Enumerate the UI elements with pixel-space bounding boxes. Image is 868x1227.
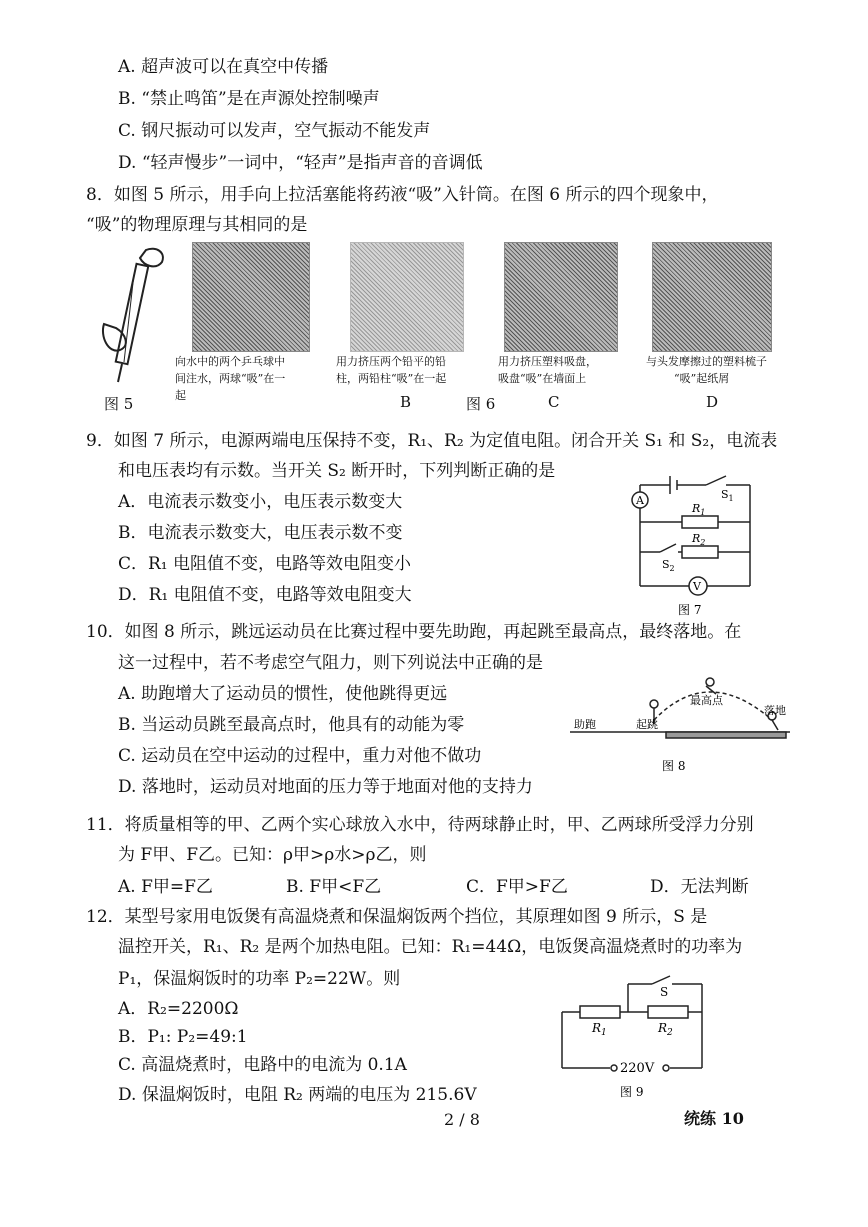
q10-option-d: D. 落地时，运动员对地面的压力等于地面对他的支持力 bbox=[118, 777, 533, 797]
q9-stem-line2: 和电压表均有示数。当开关 S₂ 断开时，下列判断正确的是 bbox=[118, 461, 556, 481]
q8-stem-line1: 8．如图 5 所示，用手向上拉活塞能将药液“吸”入针筒。在图 6 所示的四个现象中， bbox=[86, 185, 719, 205]
q9-option-a: A．电流表示数变小，电压表示数变大 bbox=[118, 492, 403, 512]
figure-5-syringe bbox=[96, 244, 178, 384]
q11-stem-line1: 11．将质量相等的甲、乙两个实心球放入水中，待两球静止时，甲、乙两球所受浮力分别 bbox=[86, 815, 754, 835]
figure-6a-caption-line2: 间注水，两球“吸”在一 bbox=[175, 372, 286, 385]
switch-s1-subscript: 1 bbox=[728, 494, 734, 503]
figure-6d-caption-line2: “吸”起纸屑 bbox=[674, 372, 730, 385]
q10-option-c: C. 运动员在空中运动的过程中，重力对他不做功 bbox=[118, 746, 482, 766]
figure-6d-image bbox=[652, 242, 772, 352]
figure-9-label: 图 9 bbox=[620, 1085, 644, 1099]
figure-8-long-jump bbox=[566, 670, 798, 780]
figure-9-r1-label: R bbox=[592, 1021, 602, 1035]
figure-6a-caption-line3: 起 bbox=[175, 389, 186, 402]
svg-text:R1 bbox=[591, 1021, 607, 1038]
resistor-r1-subscript: 1 bbox=[700, 508, 706, 517]
q12-option-c: C. 高温烧煮时，电路中的电流为 0.1A bbox=[118, 1055, 407, 1075]
resistor-r1-label: R bbox=[692, 502, 701, 515]
figure-9-r2-label: R bbox=[658, 1021, 668, 1035]
svg-text:R2 bbox=[691, 532, 705, 547]
figure-6a-image bbox=[192, 242, 310, 352]
exam-tag: 统练 10 bbox=[684, 1109, 744, 1128]
figure-7-circuit bbox=[622, 460, 762, 620]
figure-8-label: 图 8 bbox=[662, 759, 686, 773]
voltmeter-label: V bbox=[693, 580, 701, 593]
q10-option-a: A. 助跑增大了运动员的惯性，使他跳得更远 bbox=[118, 684, 448, 704]
q11-option-b: B. F甲<F乙 bbox=[286, 877, 382, 897]
figure-5-label: 图 5 bbox=[104, 395, 134, 413]
svg-text:S1 bbox=[721, 488, 734, 503]
switch-s1-label: S bbox=[721, 488, 729, 501]
figure-8-run-label: 助跑 bbox=[574, 718, 596, 731]
svg-text:R1 bbox=[691, 502, 705, 517]
svg-text:S2 bbox=[662, 558, 675, 573]
figure-6b-caption-line2: 柱，两铅柱“吸”在一起 bbox=[336, 372, 447, 385]
figure-6c-caption-line2: 吸盘“吸”在墙面上 bbox=[498, 372, 587, 385]
q9-option-b: B．电流表示数变大，电压表示数不变 bbox=[118, 523, 403, 543]
q11-option-a: A. F甲=F乙 bbox=[118, 877, 213, 897]
q10-stem-line2: 这一过程中，若不考虑空气阻力，则下列说法中正确的是 bbox=[118, 653, 543, 673]
figure-8-top-label: 最高点 bbox=[690, 694, 723, 707]
q8-stem-line2: “吸”的物理原理与其相同的是 bbox=[86, 215, 308, 235]
q9-option-d: D．R₁ 电阻值不变，电路等效电阻变大 bbox=[118, 585, 412, 605]
ammeter-label: A bbox=[636, 494, 644, 507]
figure-8-land-label: 落地 bbox=[764, 704, 786, 717]
q12-option-a: A．R₂=2200Ω bbox=[118, 999, 239, 1019]
q7-option-a: A. 超声波可以在真空中传播 bbox=[118, 57, 329, 77]
q12-stem-line3: P₁，保温焖饭时的功率 P₂=22W。则 bbox=[118, 969, 401, 989]
figure-6c-image bbox=[504, 242, 618, 352]
q11-option-c: C．F甲>F乙 bbox=[466, 877, 568, 897]
figure-6c-caption-line1: 用力挤压塑料吸盘， bbox=[498, 355, 597, 368]
q12-option-b: B．P₁: P₂=49:1 bbox=[118, 1027, 248, 1047]
q11-stem-line2: 为 F甲、F乙。已知：ρ甲>ρ水>ρ乙，则 bbox=[118, 845, 427, 865]
resistor-r2-subscript: 2 bbox=[700, 538, 706, 547]
q7-option-b: B. “禁止鸣笛”是在声源处控制噪声 bbox=[118, 89, 380, 109]
figure-6a-caption-line1: 向水中的两个乒乓球中 bbox=[175, 355, 285, 368]
q9-option-c: C．R₁ 电阻值不变，电路等效电阻变小 bbox=[118, 554, 412, 574]
figure-9-r2-subscript: 2 bbox=[667, 1028, 673, 1038]
figure-9-voltage-label: 220V bbox=[620, 1061, 655, 1076]
figure-6c-letter: C bbox=[548, 393, 560, 411]
page-number: 2 / 8 bbox=[444, 1110, 480, 1129]
switch-s2-label: S bbox=[662, 558, 670, 571]
switch-s2-subscript: 2 bbox=[669, 564, 675, 573]
q12-stem-line1: 12．某型号家用电饭煲有高温烧煮和保温焖饭两个挡位，其原理如图 9 所示，S 是 bbox=[86, 907, 708, 927]
q11-option-d: D．无法判断 bbox=[650, 877, 749, 897]
figure-6-label: 图 6 bbox=[466, 395, 496, 413]
resistor-r2-label: R bbox=[692, 532, 701, 545]
figure-6d-caption-line1: 与头发摩擦过的塑料梳子 bbox=[646, 355, 767, 368]
q12-stem-line2: 温控开关，R₁、R₂ 是两个加热电阻。已知：R₁=44Ω，电饭煲高温烧煮时的功率为 bbox=[118, 937, 743, 957]
figure-7-label: 图 7 bbox=[678, 603, 702, 617]
svg-text:R2 bbox=[657, 1021, 673, 1038]
q10-option-b: B. 当运动员跳至最高点时，他具有的动能为零 bbox=[118, 715, 465, 735]
q12-option-d: D. 保温焖饭时，电阻 R₂ 两端的电压为 215.6V bbox=[118, 1085, 477, 1105]
figure-8-takeoff-label: 起跳 bbox=[636, 718, 658, 731]
q7-option-c: C. 钢尺振动可以发声，空气振动不能发声 bbox=[118, 121, 431, 141]
figure-6b-image bbox=[350, 242, 464, 352]
figure-6b-caption-line1: 用力挤压两个铅平的铅 bbox=[336, 355, 446, 368]
q10-stem-line1: 10．如图 8 所示，跳远运动员在比赛过程中要先助跑，再起跳至最高点，最终落地。在 bbox=[86, 622, 742, 642]
q7-option-d: D. “轻声慢步”一词中，“轻声”是指声音的音调低 bbox=[118, 153, 483, 173]
figure-6d-letter: D bbox=[706, 393, 719, 411]
figure-9-switch-label: S bbox=[660, 985, 669, 999]
figure-6b-letter: B bbox=[400, 393, 412, 411]
q9-stem-line1: 9．如图 7 所示，电源两端电压保持不变，R₁、R₂ 为定值电阻。闭合开关 S₁ 和 S₂，电流表 bbox=[86, 431, 778, 451]
figure-9-circuit bbox=[552, 964, 712, 1104]
figure-9-r1-subscript: 1 bbox=[601, 1028, 607, 1038]
